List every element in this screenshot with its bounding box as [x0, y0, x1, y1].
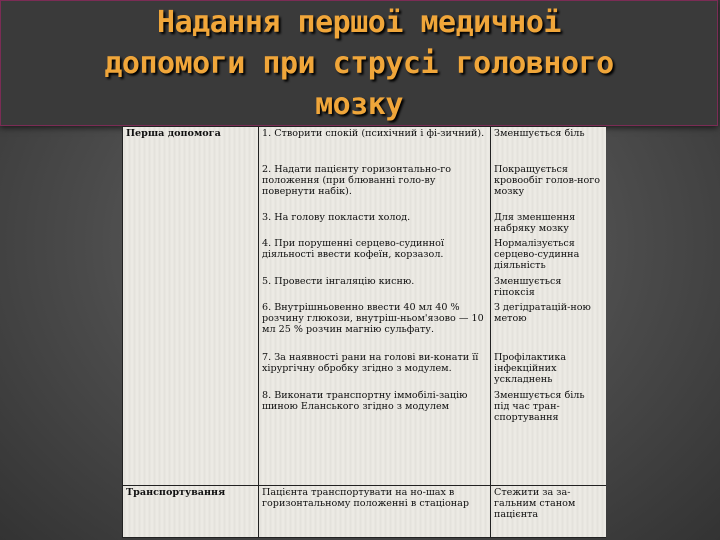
action-item: 5. Провести інгаляцію кисню. — [262, 276, 415, 287]
result-item: Для зменшення набряку мозку — [494, 212, 576, 235]
transport-action-cell: Пацієнта транспортувати на но-шах в горизонтальному положенні в стаціонар — [259, 486, 491, 538]
action-item: 8. Виконати транспортну іммобілі-зацію шиною Еланського згідно з модулем — [262, 390, 468, 413]
section-header-first-aid: Перша допомога — [123, 127, 259, 486]
result-item: Покращується кровообіг голов-ного мозку — [494, 164, 601, 198]
scanned-table-image — [122, 126, 606, 538]
action-item: 3. На голову покласти холод. — [262, 212, 411, 223]
actions-cell — [259, 127, 491, 486]
table-row — [123, 486, 607, 538]
title-bar — [0, 0, 718, 126]
transport-result-cell: Стежити за за-гальним станом пацієнта — [491, 486, 607, 538]
slide-title: Надання першої медичної допомоги при струсі головного мозку — [104, 4, 614, 122]
action-item: 4. При порушенні серцево-судинної діяльності ввести кофеїн, корзазол. — [262, 238, 445, 261]
action-item: 2. Надати пацієнту горизонтально-го положення (при блюванні голо-ву повернути набік). — [262, 164, 452, 198]
result-item: Зменшується біль під час тран-спортування — [494, 390, 585, 424]
first-aid-table — [122, 126, 606, 538]
results-cell — [491, 127, 607, 486]
result-item: Нормалізується серцево-судинна діяльність — [494, 238, 580, 272]
result-item: Профілактика інфекційних ускладнень — [494, 352, 567, 386]
result-item: Зменшується гіпоксія — [494, 276, 562, 299]
action-item: 6. Внутрішньовенно ввести 40 мл 40 % розчину глюкози, внутріш-ньом'язово — 10 мл 25 % розчин магнію сульфату. — [262, 302, 484, 336]
section-header-transport: Транспортування — [123, 486, 259, 538]
action-item: 1. Створити спокій (психічний і фі-зичний). — [262, 128, 485, 139]
table-row — [123, 127, 607, 486]
result-item: З дегідратацій-ною метою — [494, 302, 591, 325]
result-item: Зменшується біль — [494, 128, 585, 139]
action-item: 7. За наявності рани на голові ви-конати її хірургічну обробку згідно з модулем. — [262, 352, 479, 375]
